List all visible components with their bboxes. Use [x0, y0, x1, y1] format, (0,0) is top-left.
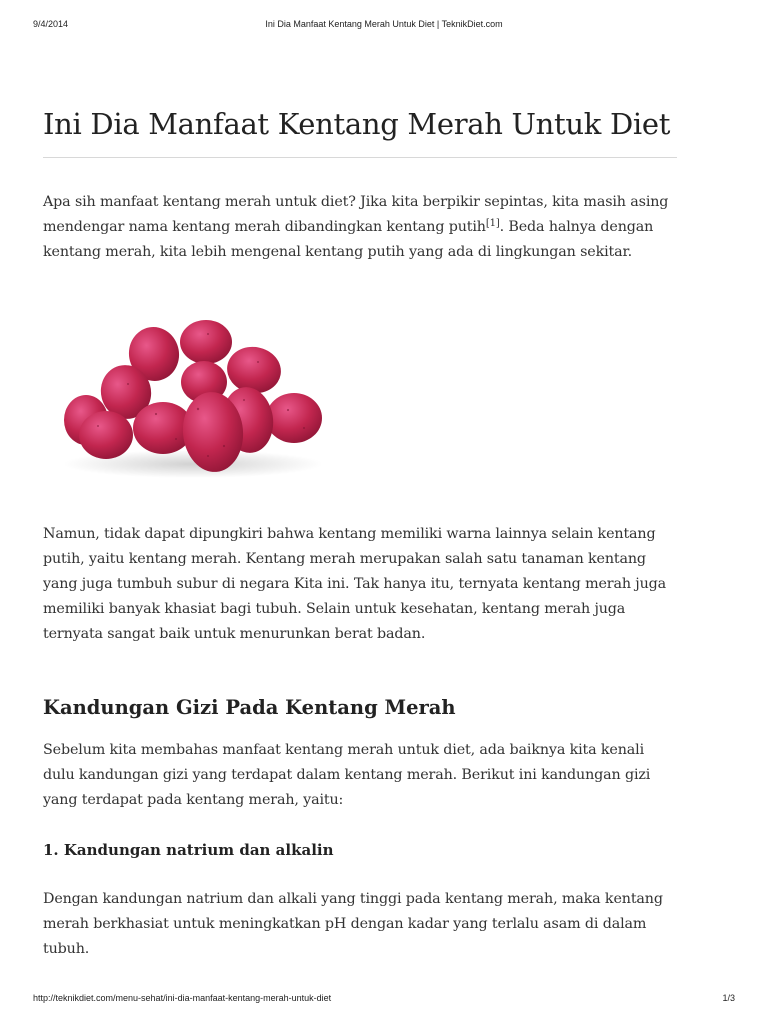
print-page-number: 1/3	[722, 993, 735, 1003]
intro-text-before-ref: Apa sih manfaat kentang merah untuk diet? Jika kita berpikir sepintas, kita masih asing mendengar nama kentang merah dibandingkan kentang putih	[43, 194, 669, 235]
intro-text-after-ref: . Beda halnya dengan kentang merah, kita lebih mengenal kentang putih yang ada di lingkungan sekitar.	[43, 219, 654, 260]
red-potatoes-image	[58, 314, 330, 480]
paragraph-sodium-alkaline: Dengan kandungan natrium dan alkali yang tinggi pada kentang merah, maka kentang merah berkhasiat untuk meningkatkan pH dengan kadar yang terlalu asam di dalam tubuh.	[43, 891, 663, 957]
print-page-title: Ini Dia Manfaat Kentang Merah Untuk Diet | TeknikDiet.com	[265, 19, 503, 29]
paragraph-red-potato-intro: Namun, tidak dapat dipungkiri bahwa kentang memiliki warna lainnya selain kentang putih, yaitu kentang merah. Kentang merah merupakan salah satu tanaman kentang yang juga tumbuh subur di negara Kita ini. Tak hanya itu, ternyata kentang merah juga memiliki banyak khasiat bagi tubuh. Selain untuk kesehatan, kentang merah juga ternyata sangat baik untuk menurunkan berat badan.	[43, 526, 667, 642]
potato-pile	[64, 320, 322, 474]
article-title: Ini Dia Manfaat Kentang Merah Untuk Diet	[43, 107, 671, 141]
section-heading-nutrition: Kandungan Gizi Pada Kentang Merah	[43, 696, 456, 719]
print-footer	[33, 993, 735, 1005]
print-url: http://teknikdiet.com/menu-sehat/ini-dia-manfaat-kentang-merah-untuk-diet	[33, 993, 332, 1003]
footnote-ref-link[interactable]: [1]	[485, 218, 500, 229]
subheading-sodium-alkaline: 1. Kandungan natrium dan alkalin	[43, 841, 334, 859]
print-date: 9/4/2014	[33, 19, 69, 29]
title-divider	[43, 157, 677, 158]
print-header	[33, 19, 735, 31]
paragraph-nutrition-intro: Sebelum kita membahas manfaat kentang merah untuk diet, ada baiknya kita kenali dulu kandungan gizi yang terdapat dalam kentang merah. Berikut ini kandungan gizi yang terdapat pada kentang merah, yaitu:	[43, 742, 651, 808]
intro-paragraph	[43, 190, 677, 265]
